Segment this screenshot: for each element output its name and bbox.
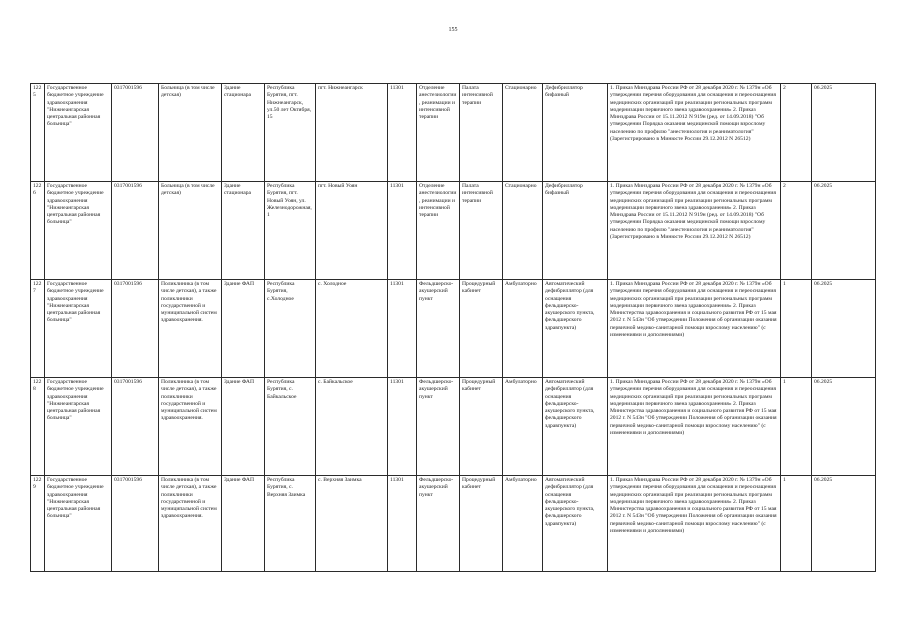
- page-number: 155: [448, 27, 458, 33]
- table-row: [31, 84, 876, 182]
- facility-address: Республика Бурятия, с. Верхняя Заимка: [265, 476, 316, 572]
- care-type: Стационарно: [503, 182, 543, 280]
- organization-inn: 0317001596: [112, 84, 159, 182]
- organization-inn: 0317001596: [112, 378, 159, 476]
- department: Отделение анестезиологии, реанимации и интенсивной терапии: [417, 84, 460, 182]
- organization-name: Государственное бюджетное учреждение здравоохранения "Нижнеангарская центральная районная больница": [45, 84, 112, 182]
- organization-name: Государственное бюджетное учреждение здравоохранения "Нижнеангарская центральная районная больница": [45, 280, 112, 378]
- legal-basis: 1. Приказ Минздрава России РФ от 28 декабря 2020 г. № 1379н «Об утверждении перечня оборудования для оснащения и переоснащения медицинских организаций при реализации региональных программ модернизации первичного звена здравоохранения» 2. Приказ Министерства здравоохранения и социального развития РФ от 15 мая 2012 г. N 543н "Об утверждении Положения об организации оказания первичной медико-санитарной помощи взрослому населению" (с изменениями и дополнениями): [608, 476, 781, 572]
- code: 11301: [388, 378, 417, 476]
- care-type: Стационарно: [503, 84, 543, 182]
- table-row: [31, 182, 876, 280]
- equipment-name: Дефибриллятор бифазный: [543, 182, 608, 280]
- legal-basis: 1. Приказ Минздрава России РФ от 28 декабря 2020 г. № 1379н «Об утверждении перечня оборудования для оснащения и переоснащения медицинских организаций при реализации региональных программ модернизации первичного звена здравоохранения» 2. Приказ Минздрава России от 15.11.2012 N 919н (ред. от 14.09.2018) "Об утверждении Порядка оказания медицинской помощи взрослому населению по профилю "анестезиология и реаниматология" (Зарегистрировано в Минюсте России 29.12.2012 N 26512): [608, 182, 781, 280]
- table-row: [31, 476, 876, 572]
- organization-name: Государственное бюджетное учреждение здравоохранения "Нижнеангарская центральная районная больница": [45, 378, 112, 476]
- department: Фельдшерско-акушерский пункт: [417, 280, 460, 378]
- row-number: 1227: [31, 280, 45, 378]
- registry-body: [31, 84, 876, 572]
- building-name: Здание ФАП: [222, 378, 265, 476]
- organization-inn: 0317001596: [112, 280, 159, 378]
- equipment-registry-table: [30, 83, 876, 572]
- room: Палата интенсивной терапии: [460, 84, 503, 182]
- building-name: Здание ФАП: [222, 476, 265, 572]
- table-row: [31, 280, 876, 378]
- facility-address: Республика Бурятия, с.Холодное: [265, 280, 316, 378]
- organization-inn: 0317001596: [112, 182, 159, 280]
- equipment-name: Дефибриллятор бифазный: [543, 84, 608, 182]
- quantity: 1: [781, 378, 812, 476]
- row-number: 1228: [31, 378, 45, 476]
- facility-unit: Поликлиника (в том числе детская), а также поликлиники государственной и муниципальной систем здравоохранения.: [159, 476, 222, 572]
- room: Процедурный кабинет: [460, 280, 503, 378]
- row-number: 1226: [31, 182, 45, 280]
- room: Палата интенсивной терапии: [460, 182, 503, 280]
- legal-basis: 1. Приказ Минздрава России РФ от 28 декабря 2020 г. № 1379н «Об утверждении перечня оборудования для оснащения и переоснащения медицинских организаций при реализации региональных программ модернизации первичного звена здравоохранения» 2. Приказ Министерства здравоохранения и социального развития РФ от 15 мая 2012 г. N 543н "Об утверждении Положения об организации оказания первичной медико-санитарной помощи взрослому населению" (с изменениями и дополнениями): [608, 378, 781, 476]
- locality: пгт. Новый Уоян: [316, 182, 388, 280]
- department: Фельдшерско-акушерский пункт: [417, 378, 460, 476]
- care-type: Амбулаторно: [503, 476, 543, 572]
- quantity: 1: [781, 476, 812, 572]
- facility-unit: Больница (в том числе детская): [159, 182, 222, 280]
- code: 11301: [388, 280, 417, 378]
- organization-name: Государственное бюджетное учреждение здравоохранения "Нижнеангарская центральная районная больница": [45, 182, 112, 280]
- row-number: 1225: [31, 84, 45, 182]
- facility-unit: Поликлиника (в том числе детская), а также поликлиники государственной и муниципальной систем здравоохранения.: [159, 280, 222, 378]
- department: Фельдшерско-акушерский пункт: [417, 476, 460, 572]
- building-name: Здание стационара: [222, 84, 265, 182]
- table-row: [31, 378, 876, 476]
- locality: с. Холодное: [316, 280, 388, 378]
- delivery-date: 06.2025: [812, 182, 876, 280]
- delivery-date: 06.2025: [812, 476, 876, 572]
- room: Процедурный кабинет: [460, 378, 503, 476]
- code: 11301: [388, 84, 417, 182]
- quantity: 2: [781, 84, 812, 182]
- organization-inn: 0317001596: [112, 476, 159, 572]
- legal-basis: 1. Приказ Минздрава России РФ от 28 декабря 2020 г. № 1379н «Об утверждении перечня оборудования для оснащения и переоснащения медицинских организаций при реализации региональных программ модернизации первичного звена здравоохранения» 2. Приказ Министерства здравоохранения и социального развития РФ от 15 мая 2012 г. N 543н "Об утверждении Положения об организации оказания первичной медико-санитарной помощи взрослому населению" (с изменениями и дополнениями): [608, 280, 781, 378]
- locality: с. Байкальское: [316, 378, 388, 476]
- building-name: Здание ФАП: [222, 280, 265, 378]
- facility-unit: Поликлиника (в том числе детская), а также поликлиники государственной и муниципальной систем здравоохранения.: [159, 378, 222, 476]
- delivery-date: 06.2025: [812, 280, 876, 378]
- department: Отделение анестезиологии, реанимации и интенсивной терапии: [417, 182, 460, 280]
- delivery-date: 06.2025: [812, 84, 876, 182]
- quantity: 2: [781, 182, 812, 280]
- building-name: Здание стационара: [222, 182, 265, 280]
- equipment-name: Автоматический дефибриллятор (для оснащения фельдшерско-акушерского пункта, фельдшерского здравпункта): [543, 378, 608, 476]
- quantity: 1: [781, 280, 812, 378]
- code: 11301: [388, 476, 417, 572]
- equipment-name: Автоматический дефибриллятор (для оснащения фельдшерско-акушерского пункта, фельдшерского здравпункта): [543, 280, 608, 378]
- code: 11301: [388, 182, 417, 280]
- room: Процедурный кабинет: [460, 476, 503, 572]
- equipment-name: Автоматический дефибриллятор (для оснащения фельдшерско-акушерского пункта, фельдшерского здравпункта): [543, 476, 608, 572]
- facility-address: Республика Бурятия, пгт. Нижнеангарск, ул.50 лет Октября, 15: [265, 84, 316, 182]
- row-number: 1229: [31, 476, 45, 572]
- locality: с. Верхняя Заимка: [316, 476, 388, 572]
- delivery-date: 06.2025: [812, 378, 876, 476]
- facility-address: Республика Бурятия, пгт. Новый Уоян, ул. Железнодорожная, 1: [265, 182, 316, 280]
- facility-unit: Больница (в том числе детская): [159, 84, 222, 182]
- organization-name: Государственное бюджетное учреждение здравоохранения "Нижнеангарская центральная районная больница": [45, 476, 112, 572]
- facility-address: Республика Бурятия, с. Байкальское: [265, 378, 316, 476]
- care-type: Амбулаторно: [503, 378, 543, 476]
- legal-basis: 1. Приказ Минздрава России РФ от 28 декабря 2020 г. № 1379н «Об утверждении перечня оборудования для оснащения и переоснащения медицинских организаций при реализации региональных программ модернизации первичного звена здравоохранения» 2. Приказ Минздрава России от 15.11.2012 N 919н (ред. от 14.09.2018) "Об утверждении Порядка оказания медицинской помощи взрослому населению по профилю "анестезиология и реаниматология" (Зарегистрировано в Минюсте России 29.12.2012 N 26512): [608, 84, 781, 182]
- locality: пгт. Нижнеангарск: [316, 84, 388, 182]
- care-type: Амбулаторно: [503, 280, 543, 378]
